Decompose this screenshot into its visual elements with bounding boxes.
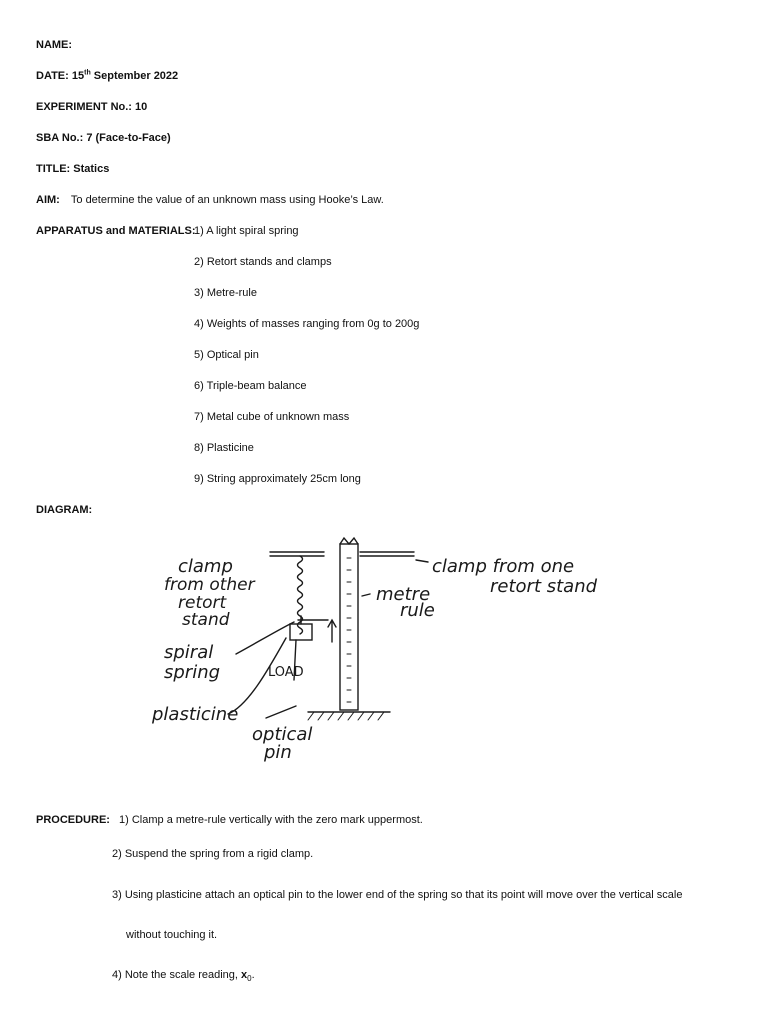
aim-line — [36, 193, 384, 207]
aim-text: To determine the value of an unknown mass using Hooke’s Law. — [70, 194, 384, 206]
experiment-label: EXPERIMENT No.: — [36, 101, 132, 113]
title-value: Statics — [73, 163, 110, 175]
procedure-label: PROCEDURE: — [36, 814, 110, 826]
anno-pin-1: optical — [252, 724, 313, 745]
procedure-step-3a: 3) Using plasticine attach an optical pin to the lower end of the spring so that its point will move over the vertical scale — [112, 889, 683, 901]
anno-clamp-left-2: from other — [164, 575, 255, 595]
anno-metre-1: metre — [376, 584, 431, 605]
experiment-line — [36, 100, 147, 114]
apparatus-item: 3) Metre-rule — [194, 287, 257, 299]
title-label: TITLE: — [36, 163, 71, 175]
apparatus-label: APPARATUS and MATERIALS: — [36, 225, 196, 237]
procedure-step-2: 2) Suspend the spring from a rigid clamp. — [112, 848, 314, 860]
anno-clamp-right-2: retort stand — [490, 576, 598, 597]
date-rest: September 2022 — [93, 70, 179, 82]
apparatus-item: 8) Plasticine — [194, 442, 254, 454]
experiment-value: 10 — [135, 101, 148, 113]
date-suffix: th — [84, 69, 91, 77]
procedure-step-3b: without touching it. — [126, 929, 218, 941]
procedure-step-4-var: x — [241, 969, 248, 981]
date-line — [36, 69, 178, 83]
metre-rule — [340, 544, 358, 710]
pointer-metre — [362, 594, 370, 596]
apparatus-item: 7) Metal cube of unknown mass — [194, 411, 350, 423]
apparatus-item: 5) Optical pin — [194, 349, 259, 361]
sba-value: 7 (Face-to-Face) — [86, 132, 171, 144]
apparatus-item: 9) String approximately 25cm long — [194, 473, 361, 485]
anno-metre-2: rule — [400, 600, 435, 621]
title-line — [36, 162, 109, 176]
apparatus-diagram — [118, 530, 638, 770]
sba-label: SBA No.: — [36, 132, 84, 144]
pointer-clamp-right — [416, 560, 428, 562]
apparatus-item: 4) Weights of masses ranging from 0g to 200g — [194, 318, 420, 330]
procedure-step-1-line — [36, 813, 423, 827]
sba-line — [36, 131, 171, 145]
procedure-step-4-text: 4) Note the scale reading, — [112, 969, 242, 981]
anno-clamp-right-1: clamp from one — [432, 556, 575, 577]
load-box — [290, 624, 312, 640]
procedure-step-1: 1) Clamp a metre-rule vertically with the zero mark uppermost. — [119, 814, 423, 826]
apparatus-sketch — [118, 530, 638, 770]
pointer-pin — [266, 706, 296, 718]
procedure-step-4-sub: 0 — [247, 974, 252, 984]
apparatus-item: 2) Retort stands and clamps — [194, 256, 332, 268]
apparatus-item: 1) A light spiral spring — [194, 225, 299, 237]
anno-spiral-1: spiral — [164, 642, 214, 663]
date-label: DATE: — [36, 70, 69, 82]
spiral-spring — [298, 556, 303, 634]
anno-clamp-left-1: clamp — [178, 556, 233, 577]
anno-spiral-2: spring — [164, 662, 221, 683]
anno-pin-2: pin — [264, 742, 292, 763]
anno-load: LOAD — [268, 665, 304, 680]
name-label: NAME: — [36, 39, 73, 51]
procedure-step-4 — [112, 968, 255, 982]
apparatus-item: 6) Triple-beam balance — [194, 380, 307, 392]
anno-plasticine: plasticine — [152, 704, 239, 725]
diagram-label: DIAGRAM: — [36, 504, 93, 516]
date-day: 15 — [71, 70, 85, 82]
anno-clamp-left-4: stand — [182, 610, 230, 630]
procedure-step-4-end: . — [251, 969, 255, 981]
anno-clamp-left-3: retort — [178, 593, 227, 613]
aim-label: AIM: — [36, 194, 60, 206]
